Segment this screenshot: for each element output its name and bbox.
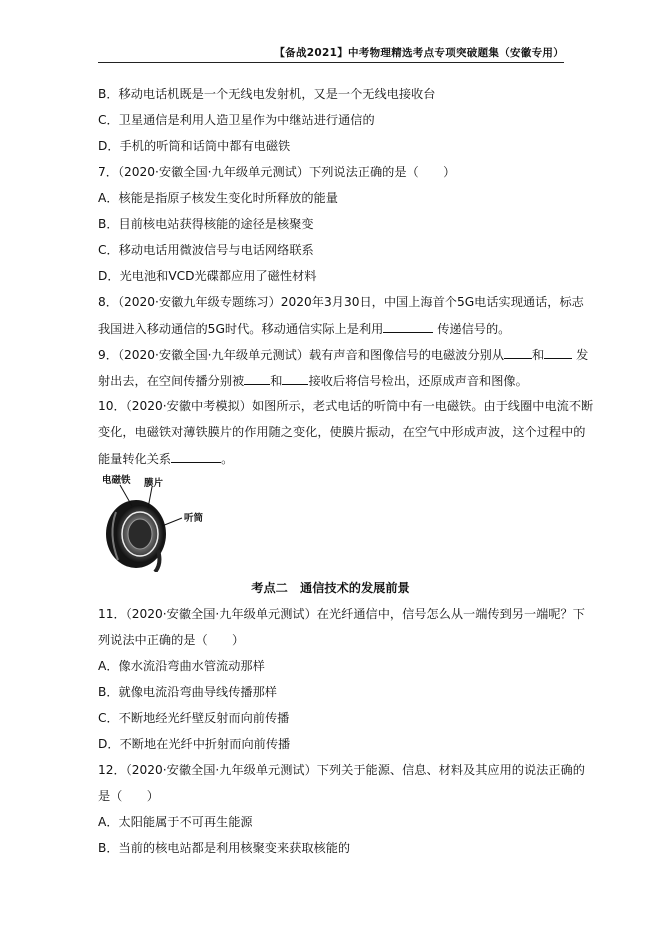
q8-text-b: 传递信号的。 [437, 322, 511, 336]
q8-line-1: 8．（2020·安徽九年级专题练习）2020年3月30日，中国上海首个5G电话实现通话，标志 [98, 295, 584, 309]
q8-blank [383, 320, 433, 333]
telephone-earpiece-figure [100, 472, 220, 572]
q10-text-b: 。 [221, 452, 234, 466]
q10-line-3 [98, 450, 233, 467]
label-earpiece: 听筒 [184, 513, 204, 524]
q10-line-1: 10．（2020·安徽中考模拟）如图所示，老式电话的听筒中有一电磁铁。由于线圈中电流不断 [98, 399, 594, 413]
q7-stem: 7．（2020·安徽全国·九年级单元测试）下列说法正确的是（ ） [98, 165, 456, 179]
q6-option-c: C．卫星通信是利用人造卫星作为中继站进行通信的 [98, 113, 375, 127]
q12-option-a: A．太阳能属于不可再生能源 [98, 815, 253, 829]
q10-line-2: 变化，电磁铁对薄铁膜片的作用随之变化，使膜片振动，在空气中形成声波，这个过程中的 [98, 425, 586, 439]
q12-line-2: 是（ ） [98, 789, 159, 803]
q9-text-b: 和 [532, 348, 545, 362]
q9-text-a: 9．（2020·安徽全国·九年级单元测试）载有声音和图像信号的电磁波分别从 [98, 348, 505, 362]
q11-line-1: 11．（2020·安徽全国·九年级单元测试）在光纤通信中，信号怎么从一端传到另一端呢？下 [98, 607, 585, 621]
q7-option-c: C．移动电话用微波信号与电话网络联系 [98, 243, 314, 257]
page-header: 【备战2021】中考物理精选考点专项突破题集（安徽专用） [274, 47, 564, 59]
q6-option-b: B．移动电话机既是一个无线电发射机，又是一个无线电接收台 [98, 87, 436, 101]
q7-option-a: A．核能是指原子核发生变化时所释放的能量 [98, 191, 338, 205]
q10-blank [171, 450, 221, 463]
q9-text-d: 射出去，在空间传播分别被 [98, 374, 245, 388]
header-rule [98, 62, 564, 63]
q12-line-1: 12．（2020·安徽全国·九年级单元测试）下列关于能源、信息、材料及其应用的说法正确的 [98, 763, 585, 777]
q9-line-2 [98, 372, 528, 389]
q9-text-c: 发 [576, 348, 589, 362]
q9-line-1 [98, 346, 588, 363]
label-diaphragm: 膜片 [144, 478, 164, 489]
label-electromagnet: 电磁铁 [102, 475, 131, 486]
q9-blank-3 [244, 372, 270, 385]
q9-text-e: 和 [270, 374, 283, 388]
q11-option-c: C．不断地经光纤壁反射而向前传播 [98, 711, 290, 725]
q10-text-a: 能量转化关系 [98, 452, 172, 466]
q7-option-b: B．目前核电站获得核能的途径是核聚变 [98, 217, 314, 231]
q11-option-d: D．不断地在光纤中折射而向前传播 [98, 737, 291, 751]
q9-blank-4 [282, 372, 308, 385]
q9-blank-1 [504, 346, 532, 359]
q6-option-d: D．手机的听筒和话筒中都有电磁铁 [98, 139, 291, 153]
q8-text-a: 我国进入移动通信的5G时代。移动通信实际上是利用 [98, 322, 384, 336]
q7-option-d: D．光电池和VCD光碟都应用了磁性材料 [98, 269, 317, 283]
section-2-title: 考点二 通信技术的发展前景 [251, 581, 410, 595]
q11-option-b: B．就像电流沿弯曲导线传播那样 [98, 685, 277, 699]
q11-option-a: A．像水流沿弯曲水管流动那样 [98, 659, 265, 673]
q9-text-f: 接收后将信号检出，还原成声音和图像。 [308, 374, 528, 388]
q11-line-2: 列说法中正确的是（ ） [98, 633, 245, 647]
q8-line-2 [98, 320, 510, 337]
q12-option-b: B．当前的核电站都是利用核聚变来获取核能的 [98, 841, 351, 855]
q9-blank-2 [544, 346, 572, 359]
